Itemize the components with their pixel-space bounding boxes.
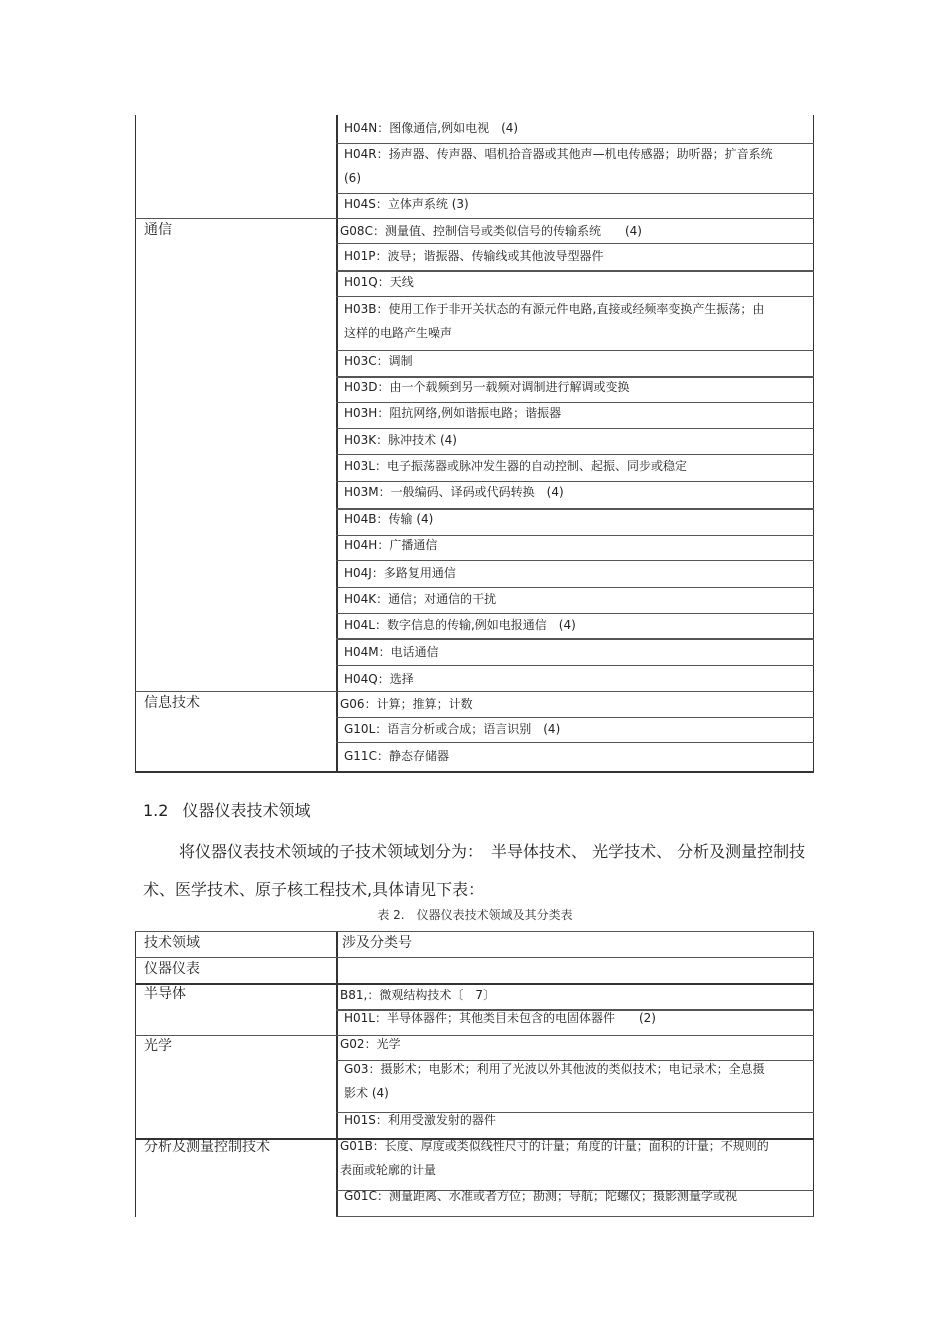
table-cell-code: H04L：数字信息的传输,例如电报通信 (4) xyxy=(344,618,576,632)
section-number: 1.2 xyxy=(143,801,169,820)
table-border-bottom xyxy=(135,771,814,773)
table-cell-code: H01Q：天线 xyxy=(344,275,414,289)
table-cell-code: H04N：图像通信,例如电视 (4) xyxy=(344,121,519,135)
table-border-left xyxy=(135,115,136,773)
table-cell-code: H04M：电话通信 xyxy=(344,645,439,659)
table-cell-code: H01L：半导体器件；其他类目未包含的电固体器件 (2) xyxy=(344,1011,656,1025)
row-divider xyxy=(135,691,814,692)
table-cell-code: G01B：长度、厚度或类似线性尺寸的计量；角度的计量；面积的计量；不规则的表面或轮廓的计量 xyxy=(340,1139,769,1177)
category-semiconductor: 半导体 xyxy=(144,986,186,1002)
table-cell-code: H04S：立体声系统 (3) xyxy=(344,197,469,211)
table-cell-code: H04B：传输 (4) xyxy=(344,512,434,526)
section-heading xyxy=(143,798,310,821)
table-cell-code: G10L：语言分析或合成；语言识别 (4) xyxy=(344,722,561,736)
table-cell-code: G06：计算；推算；计数 xyxy=(340,697,473,711)
category-instruments: 仪器仪表 xyxy=(144,961,200,977)
section-title: 仪器仪表技术领域 xyxy=(182,801,311,820)
table-column-divider xyxy=(336,931,338,1217)
table-cell-code: H04K：通信；对通信的干扰 xyxy=(344,592,497,606)
table-cell-code: G08C：测量值、控制信号或类似信号的传输系统 (4) xyxy=(340,224,642,238)
table-cell-code: H01S：利用受激发射的器件 xyxy=(344,1113,496,1127)
row-divider xyxy=(135,957,814,958)
category-communications: 通信 xyxy=(144,222,172,238)
table-cell-code: H03M：一般编码、译码或代码转换 (4) xyxy=(344,485,564,499)
category-optics: 光学 xyxy=(144,1038,172,1054)
classification-table-communications xyxy=(135,115,814,773)
table-cell-code: H03C：调制 xyxy=(344,354,413,368)
table-cell-code: G02：光学 xyxy=(340,1037,401,1051)
category-information-technology: 信息技术 xyxy=(144,695,200,711)
table-cell-code: H04J：多路复用通信 xyxy=(344,566,456,580)
category-analysis-measurement-control: 分析及测量控制技术 xyxy=(144,1139,270,1155)
table-cell-code: H03K：脉冲技术 (4) xyxy=(344,433,457,447)
table-cell-code: H04H：广播通信 xyxy=(344,538,438,552)
table-cell-code: H04R：扬声器、传声器、唱机拾音器或其他声—机电传感器；助听器；扩音系统 (6) xyxy=(344,147,773,185)
table-header-classification: 涉及分类号 xyxy=(342,935,412,951)
table-cell-code: H01P：波导；谐振器、传输线或其他波导型器件 xyxy=(344,249,604,263)
section-paragraph: 将仪器仪表技术领域的子技术领域划分为： 半导体技术、 光学技术、 分析及测量控制技术、医学技术、原子核工程技术,具体请见下表： xyxy=(143,842,806,899)
table-border-right xyxy=(813,931,814,1217)
table-cell-code: G03：摄影术；电影术；利用了光波以外其他波的类似技术；电记录术；全息摄影术 (4) xyxy=(344,1062,765,1100)
row-divider xyxy=(336,1216,814,1217)
table-border-top xyxy=(135,931,814,932)
table-cell-code: G11C：静态存储器 xyxy=(344,749,449,763)
table-border-right xyxy=(813,115,814,773)
row-divider xyxy=(135,1035,814,1036)
table-cell-code: B81,：微观结构技术〔 7〕 xyxy=(340,988,495,1002)
table-header-field: 技术领域 xyxy=(144,935,200,951)
table-cell-code: H03D：由一个载频到另一载频对调制进行解调或变换 xyxy=(344,380,630,394)
table-cell-code: H03L：电子振荡器或脉冲发生器的自动控制、起振、同步或稳定 xyxy=(344,459,687,473)
table-cell-code: G01C：测量距离、水准或者方位；勘测；导航；陀螺仪；摄影测量学或视 xyxy=(344,1189,737,1203)
table-cell-code: H04Q：选择 xyxy=(344,672,414,686)
table-column-divider xyxy=(336,115,338,773)
table-cell-code: H03B：使用工作于非开关状态的有源元件电路,直接或经频率变换产生振荡；由这样的电路产生噪声 xyxy=(344,302,765,340)
row-divider xyxy=(336,665,814,666)
table-cell-code: H03H：阻抗网络,例如谐振电路；谐振器 xyxy=(344,406,562,420)
table-border-left xyxy=(135,931,136,1217)
row-divider xyxy=(336,742,814,743)
classification-table-instruments xyxy=(135,931,814,1217)
table-caption: 表 2. 仪器仪表技术领域及其分类表 xyxy=(377,908,573,922)
